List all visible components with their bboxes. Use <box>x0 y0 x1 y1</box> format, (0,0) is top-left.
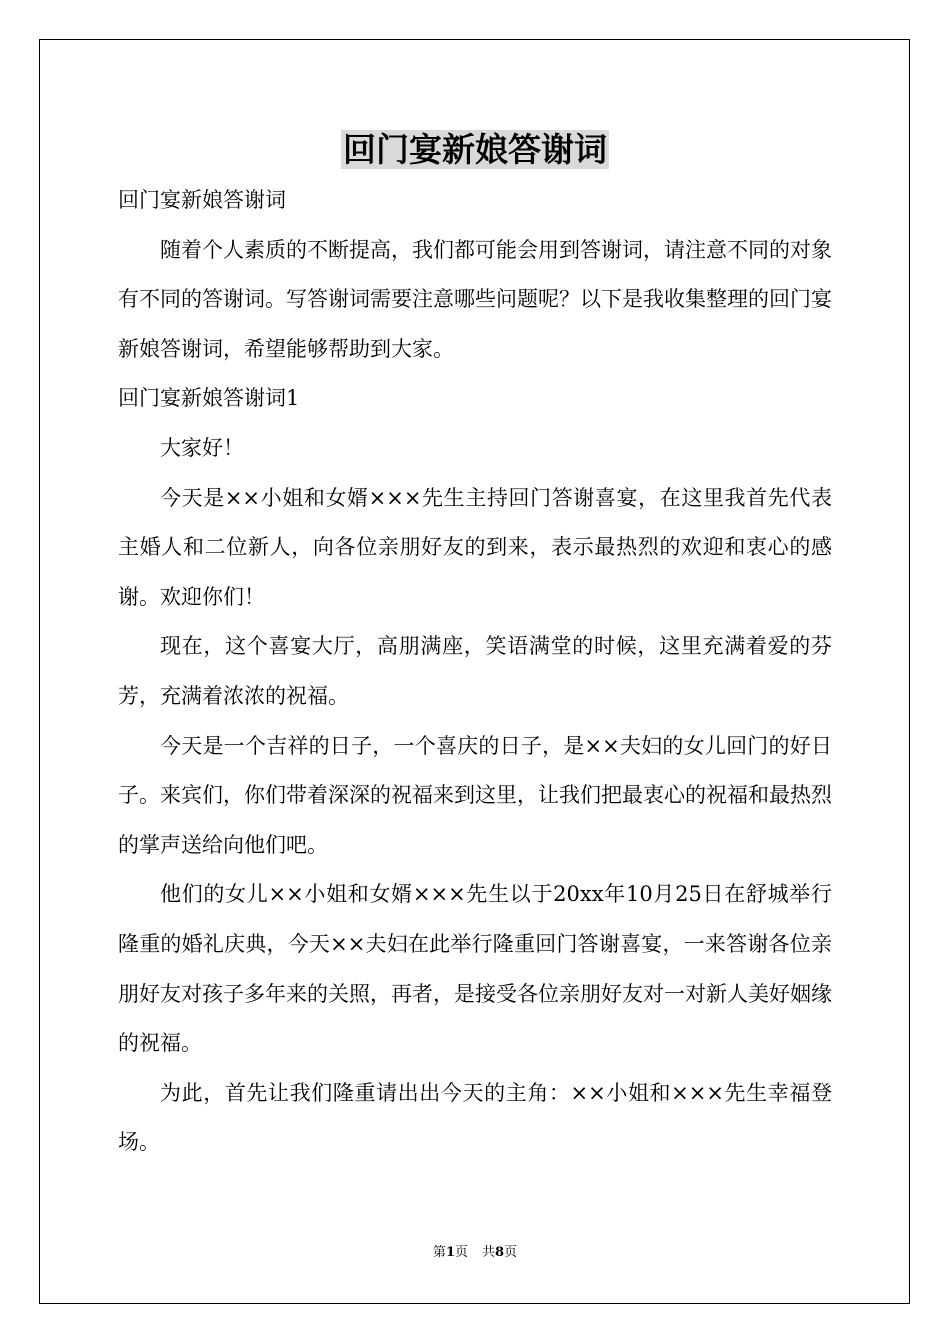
footer-page-suffix: 页 <box>454 1245 468 1260</box>
section-heading: 回门宴新娘答谢词1 <box>118 386 300 411</box>
intro-paragraph: 随着个人素质的不断提高，我们都可能会用到答谢词，请注意不同的对象有不同的答谢词。写答谢词需要注意哪些问题呢？以下是我收集整理的回门宴新娘答谢词，希望能够帮助到大家。 <box>118 237 832 361</box>
body-paragraph: 为此，首先让我们隆重请出出今天的主角：××小姐和×××先生幸福登场。 <box>118 1080 832 1155</box>
current-page-number: 1 <box>445 1245 455 1260</box>
footer-prefix: 第 <box>432 1245 446 1260</box>
body-paragraph: 今天是一个吉祥的日子，一个喜庆的日子，是××夫妇的女儿回门的好日子。来宾们，你们带着深深的祝福来到这里，让我们把最衷心的祝福和最热烈的掌声送给向他们吧。 <box>118 733 832 857</box>
footer-total-suffix: 页 <box>504 1245 518 1260</box>
greeting-paragraph: 大家好！ <box>160 435 244 460</box>
page-footer <box>0 1243 950 1263</box>
footer-total-prefix: 共 <box>482 1245 496 1260</box>
body-paragraph: 今天是××小姐和女婿×××先生主持回门答谢喜宴，在这里我首先代表主婚人和二位新人，向各位亲朋好友的到来，表示最热烈的欢迎和衷心的感谢。欢迎你们！ <box>118 485 832 609</box>
document-body <box>118 176 832 1168</box>
document-title-text: 回门宴新娘答谢词 <box>343 130 607 169</box>
document-title <box>0 128 950 172</box>
subtitle-paragraph: 回门宴新娘答谢词 <box>118 188 286 212</box>
body-paragraph: 他们的女儿××小姐和女婿×××先生以于20xx年10月25日在舒城举行隆重的婚礼庆典，今天××夫妇在此举行隆重回门答谢喜宴，一来答谢各位亲朋好友对孩子多年来的关照，再者，是接受各位亲朋好友对一对新人美好姻缘的祝福。 <box>118 882 832 1056</box>
total-page-count: 8 <box>495 1245 505 1260</box>
body-paragraph: 现在，这个喜宴大厅，高朋满座，笑语满堂的时候，这里充满着爱的芬芳，充满着浓浓的祝福。 <box>118 634 832 708</box>
